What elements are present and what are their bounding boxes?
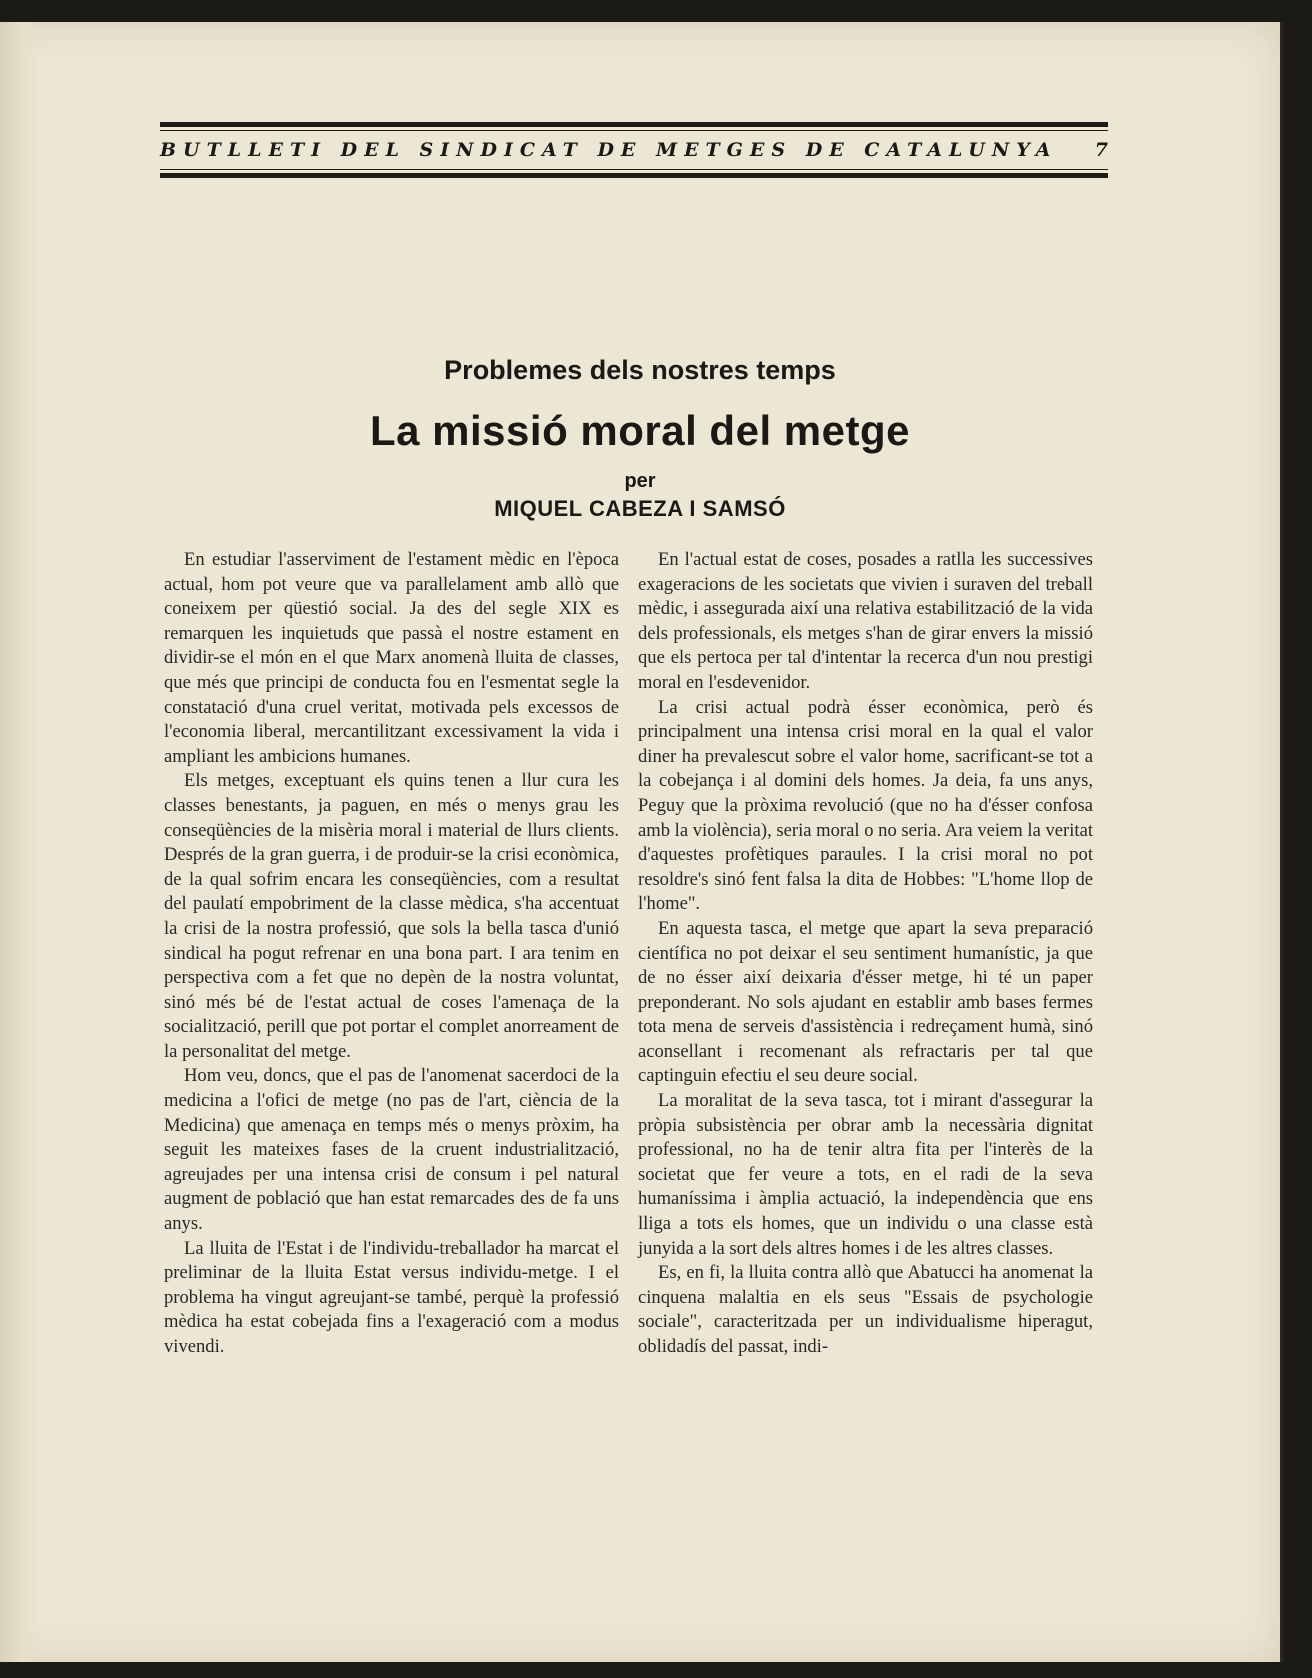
article-title: La missió moral del metge — [369, 407, 910, 454]
running-header — [160, 122, 1108, 178]
paragraph: Els metges, exceptuant els quins tenen a llur cura les classes benestants, ja paguen, en més o menys grau les conseqüències de la misèria moral i material de llurs clients. Després de la gran guerra, i de produir-se la crisi econòmica, de la qual sofrim encara les conseqüències, com a resultat del paulatí empobriment de la classe mèdica, s'ha accentuat la crisi de la nostra professió, que sols la bella tasca d'unió sindical ha pogut refrenar en una bona part. I ara tenim en perspectiva com a fet que no depèn de la nostra voluntat, sinó més bé de l'estat actual de coses l'amenaça de la socialització, perill que pot portar el complet anorreament de la personalitat del metge. — [164, 770, 619, 1062]
publication-title: BUTLLETI DEL SINDICAT DE METGES DE CATALUNYA — [160, 139, 1058, 161]
text-column-right — [638, 548, 1093, 1360]
binding-edge — [0, 22, 38, 1662]
byline-per: per — [624, 470, 656, 492]
text-column-left — [164, 548, 619, 1360]
header-row — [160, 131, 1108, 169]
article-kicker: Problemes dels nostres temps — [444, 355, 836, 385]
paragraph: La lluita de l'Estat i de l'individu-treballador ha marcat el preliminar de la lluita Estat versus individu-metge. I el problema ha vingut agreujant-se també, perquè la professió mèdica ha estat cobejada fins a l'exageració com a modus vivendi. — [164, 1237, 619, 1357]
paragraph: La crisi actual podrà ésser econòmica, però és principalment una intensa crisi moral en la qual el valor diner ha prevalescut sobre el valor home, sacrificant-se tot a la cobejança i al domini dels homes. Ja deia, fa uns anys, Peguy que la pròxima revolució (que no ha d'ésser confosa amb la violència), seria moral o no seria. Ara veiem la veritat d'aquestes profètiques paraules. I la crisi moral no pot resoldre's sinó fent falsa la dita de Hobbes: "L'home llop de l'home". — [638, 696, 1093, 915]
header-rule-bottom — [160, 173, 1108, 178]
paragraph: En aquesta tasca, el metge que apart la seva preparació científica no pot deixar el seu sentiment humanístic, ja que de no ésser així deixaria d'ésser metge, hi té un paper preponderant. No sols ajudant en establir amb bases fermes tota mena de serveis d'assistència i redreçament humà, sinó aconsellant i recomenant als refractaris per tal que captinguin efectiu el seu deure social. — [638, 917, 1093, 1087]
document-page — [0, 22, 1283, 1662]
paragraph: En l'actual estat de coses, posades a ratlla les successives exageracions de les societats que vivien i suraven del treball mèdic, i assegurada així una relativa estabilització de la vida dels professionals, els metges s'han de girar envers la missió que els pertoca per tal d'intentar la recerca d'un nou prestigi moral en l'esdevenidor. — [638, 549, 1093, 693]
article-author: MIQUEL CABEZA I SAMSÓ — [494, 496, 786, 521]
paragraph: En estudiar l'asserviment de l'estament mèdic en l'època actual, hom pot veure que va parallelament amb allò que coneixem per qüestió social. Ja des del segle XIX es remarquen les inquietuds que passà el nostre estament en dividir-se el món en el que Marx anomenà lluita de classes, que més que principi de conducta fou en l'esmentat segle la constatació d'una cruel veritat, motivada pels excessos de l'economia liberal, mercantilitzant excessivament la vida i ampliant les ambicions humanes. — [164, 549, 619, 767]
page-number: 7 — [1094, 139, 1108, 161]
paragraph: Hom veu, doncs, que el pas de l'anomenat sacerdoci de la medicina a l'ofici de metge (no pas de l'art, ciència de la Medicina) que amenaça en temps més o menys pròxim, ha seguit les mateixes fases de la cruent industrialització, agreujades per una intensa crisi de consum i pel natural augment de població que han estat remarcades des de fa uns anys. — [164, 1065, 619, 1235]
paragraph: Es, en fi, la lluita contra allò que Abatucci ha anomenat la cinquena malaltia en els seus "Essais de psychologie sociale", caracteritzada per un individualisme hiperagut, oblidadís del passat, indi- — [638, 1262, 1093, 1357]
header-rule-bottom-thin — [160, 169, 1108, 170]
header-rule-top — [160, 122, 1108, 127]
paragraph: La moralitat de la seva tasca, tot i mirant d'assegurar la pròpia subsistència per obrar amb la necessària dignitat professional, no ha de tenir altra fita per l'interès de la societat que fer veure a tots, en el radi de la seva humaníssima i àmplia actuació, la independència que ens lliga a tots els homes, que un individu o una classe està junyida a la sort dels altres homes i de les altres classes. — [638, 1090, 1093, 1259]
